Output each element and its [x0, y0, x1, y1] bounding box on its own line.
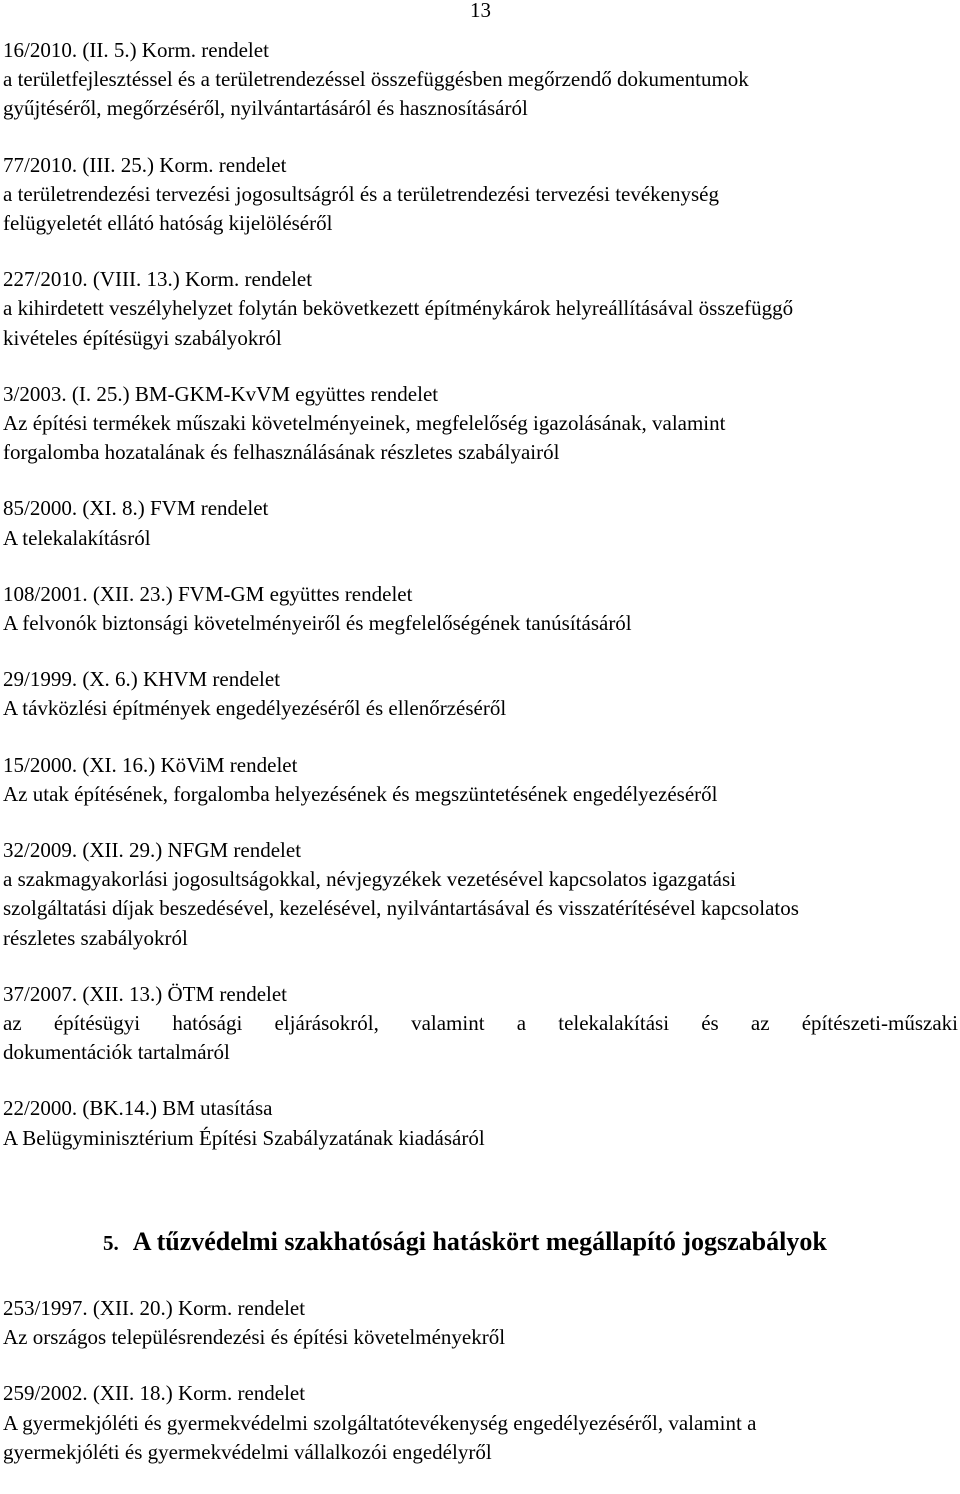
- regulation-title-line: a szakmagyakorlási jogosultságokkal, névjegyzékek vezetésével kapcsolatos igazgatási: [3, 867, 736, 892]
- regulation-reference: 16/2010. (II. 5.) Korm. rendelet: [3, 38, 269, 62]
- regulation-reference: 253/1997. (XII. 20.) Korm. rendelet: [3, 1296, 306, 1320]
- regulation-entry: [3, 665, 958, 723]
- regulation-title-line: Az országos településrendezési és építési követelményekről: [3, 1325, 506, 1350]
- regulation-entry: [3, 751, 958, 809]
- regulation-title-line: dokumentációk tartalmáról: [3, 1040, 230, 1065]
- section-title: A tűzvédelmi szakhatósági hatáskört megállapító jogszabályok: [132, 1227, 827, 1256]
- regulation-list: [3, 36, 958, 1180]
- regulation-title-line: gyűjtéséről, megőrzéséről, nyilvántartásáról és hasznosításáról: [3, 96, 528, 121]
- regulation-entry: [3, 1294, 958, 1352]
- regulation-entry: [3, 1094, 958, 1152]
- regulation-entry: [3, 836, 958, 953]
- regulation-title-line: az építésügyi hatósági eljárásokról, valamint a telekalakítási és az építészeti-műszaki: [3, 1011, 958, 1036]
- regulation-title-line: A gyermekjóléti és gyermekvédelmi szolgáltatótevékenység engedélyezéséről, valamint a: [3, 1410, 757, 1435]
- page-number: 13: [470, 0, 491, 22]
- regulation-title-line: a területfejlesztéssel és a területrendezéssel összefüggésben megőrzendő dokumentumok: [3, 67, 749, 92]
- regulation-reference: 259/2002. (XII. 18.) Korm. rendelet: [3, 1381, 306, 1406]
- section-heading: [103, 1226, 827, 1259]
- regulation-reference: 22/2000. (BK.14.) BM utasítása: [3, 1096, 273, 1121]
- regulation-reference: 37/2007. (XII. 13.) ÖTM rendelet: [3, 981, 288, 1006]
- regulation-entry: [3, 580, 958, 638]
- regulation-entry: [3, 151, 958, 239]
- regulation-reference: 15/2000. (XI. 16.) KöViM rendelet: [3, 752, 298, 777]
- regulation-title-line: gyermekjóléti és gyermekvédelmi vállalkozói engedélyről: [3, 1439, 492, 1464]
- regulation-title-line: A távközlési építmények engedélyezéséről és ellenőrzéséről: [3, 696, 507, 721]
- regulation-entry: [3, 380, 958, 468]
- regulation-entry: [3, 980, 958, 1068]
- regulation-entry: [3, 36, 958, 124]
- regulation-title-line: részletes szabályokról: [3, 925, 188, 950]
- regulation-reference: 32/2009. (XII. 29.) NFGM rendelet: [3, 838, 302, 863]
- regulation-title-line: Az utak építésének, forgalomba helyezésének és megszüntetésének engedélyezéséről: [3, 781, 718, 806]
- regulation-reference: 77/2010. (III. 25.) Korm. rendelet: [3, 152, 287, 177]
- section-number: 5.: [103, 1231, 119, 1255]
- regulation-reference: 85/2000. (XI. 8.) FVM rendelet: [3, 496, 269, 521]
- regulation-title-line: kivételes építésügyi szabályokról: [3, 325, 282, 350]
- regulation-title-line: a területrendezési tervezési jogosultságról és a területrendezési tervezési tevékenység: [3, 181, 719, 206]
- regulation-reference: 227/2010. (VIII. 13.) Korm. rendelet: [3, 267, 313, 292]
- regulation-title-line: A telekalakításról: [3, 525, 151, 550]
- regulation-entry: [3, 494, 958, 552]
- regulation-entry: [3, 265, 958, 353]
- regulation-title-line: szolgáltatási díjak beszedésével, kezelésével, nyilvántartásával és visszatérítésével kapcsolatos: [3, 896, 799, 921]
- regulation-reference: 108/2001. (XII. 23.) FVM-GM együttes rendelet: [3, 581, 413, 606]
- regulation-reference: 29/1999. (X. 6.) KHVM rendelet: [3, 667, 281, 692]
- regulation-title-line: Az építési termékek műszaki követelményeinek, megfelelőség igazolásának, valamint: [3, 411, 726, 436]
- regulation-title-line: felügyeletét ellátó hatóság kijelöléséről: [3, 211, 333, 236]
- regulation-title-line: forgalomba hozatalának és felhasználásának részletes szabályairól: [3, 440, 560, 465]
- regulation-reference: 3/2003. (I. 25.) BM-GKM-KvVM együttes rendelet: [3, 381, 439, 406]
- regulation-title-line: A Belügyminisztérium Építési Szabályzatának kiadásáról: [3, 1125, 485, 1150]
- section-regulation-list: [3, 1294, 958, 1494]
- regulation-title-line: a kihirdetett veszélyhelyzet folytán bekövetkezett építménykárok helyreállításával összefüggő: [3, 296, 794, 321]
- regulation-title-line: A felvonók biztonsági követelményeiről és megfelelőségének tanúsításáról: [3, 611, 632, 636]
- regulation-entry: [3, 1379, 958, 1467]
